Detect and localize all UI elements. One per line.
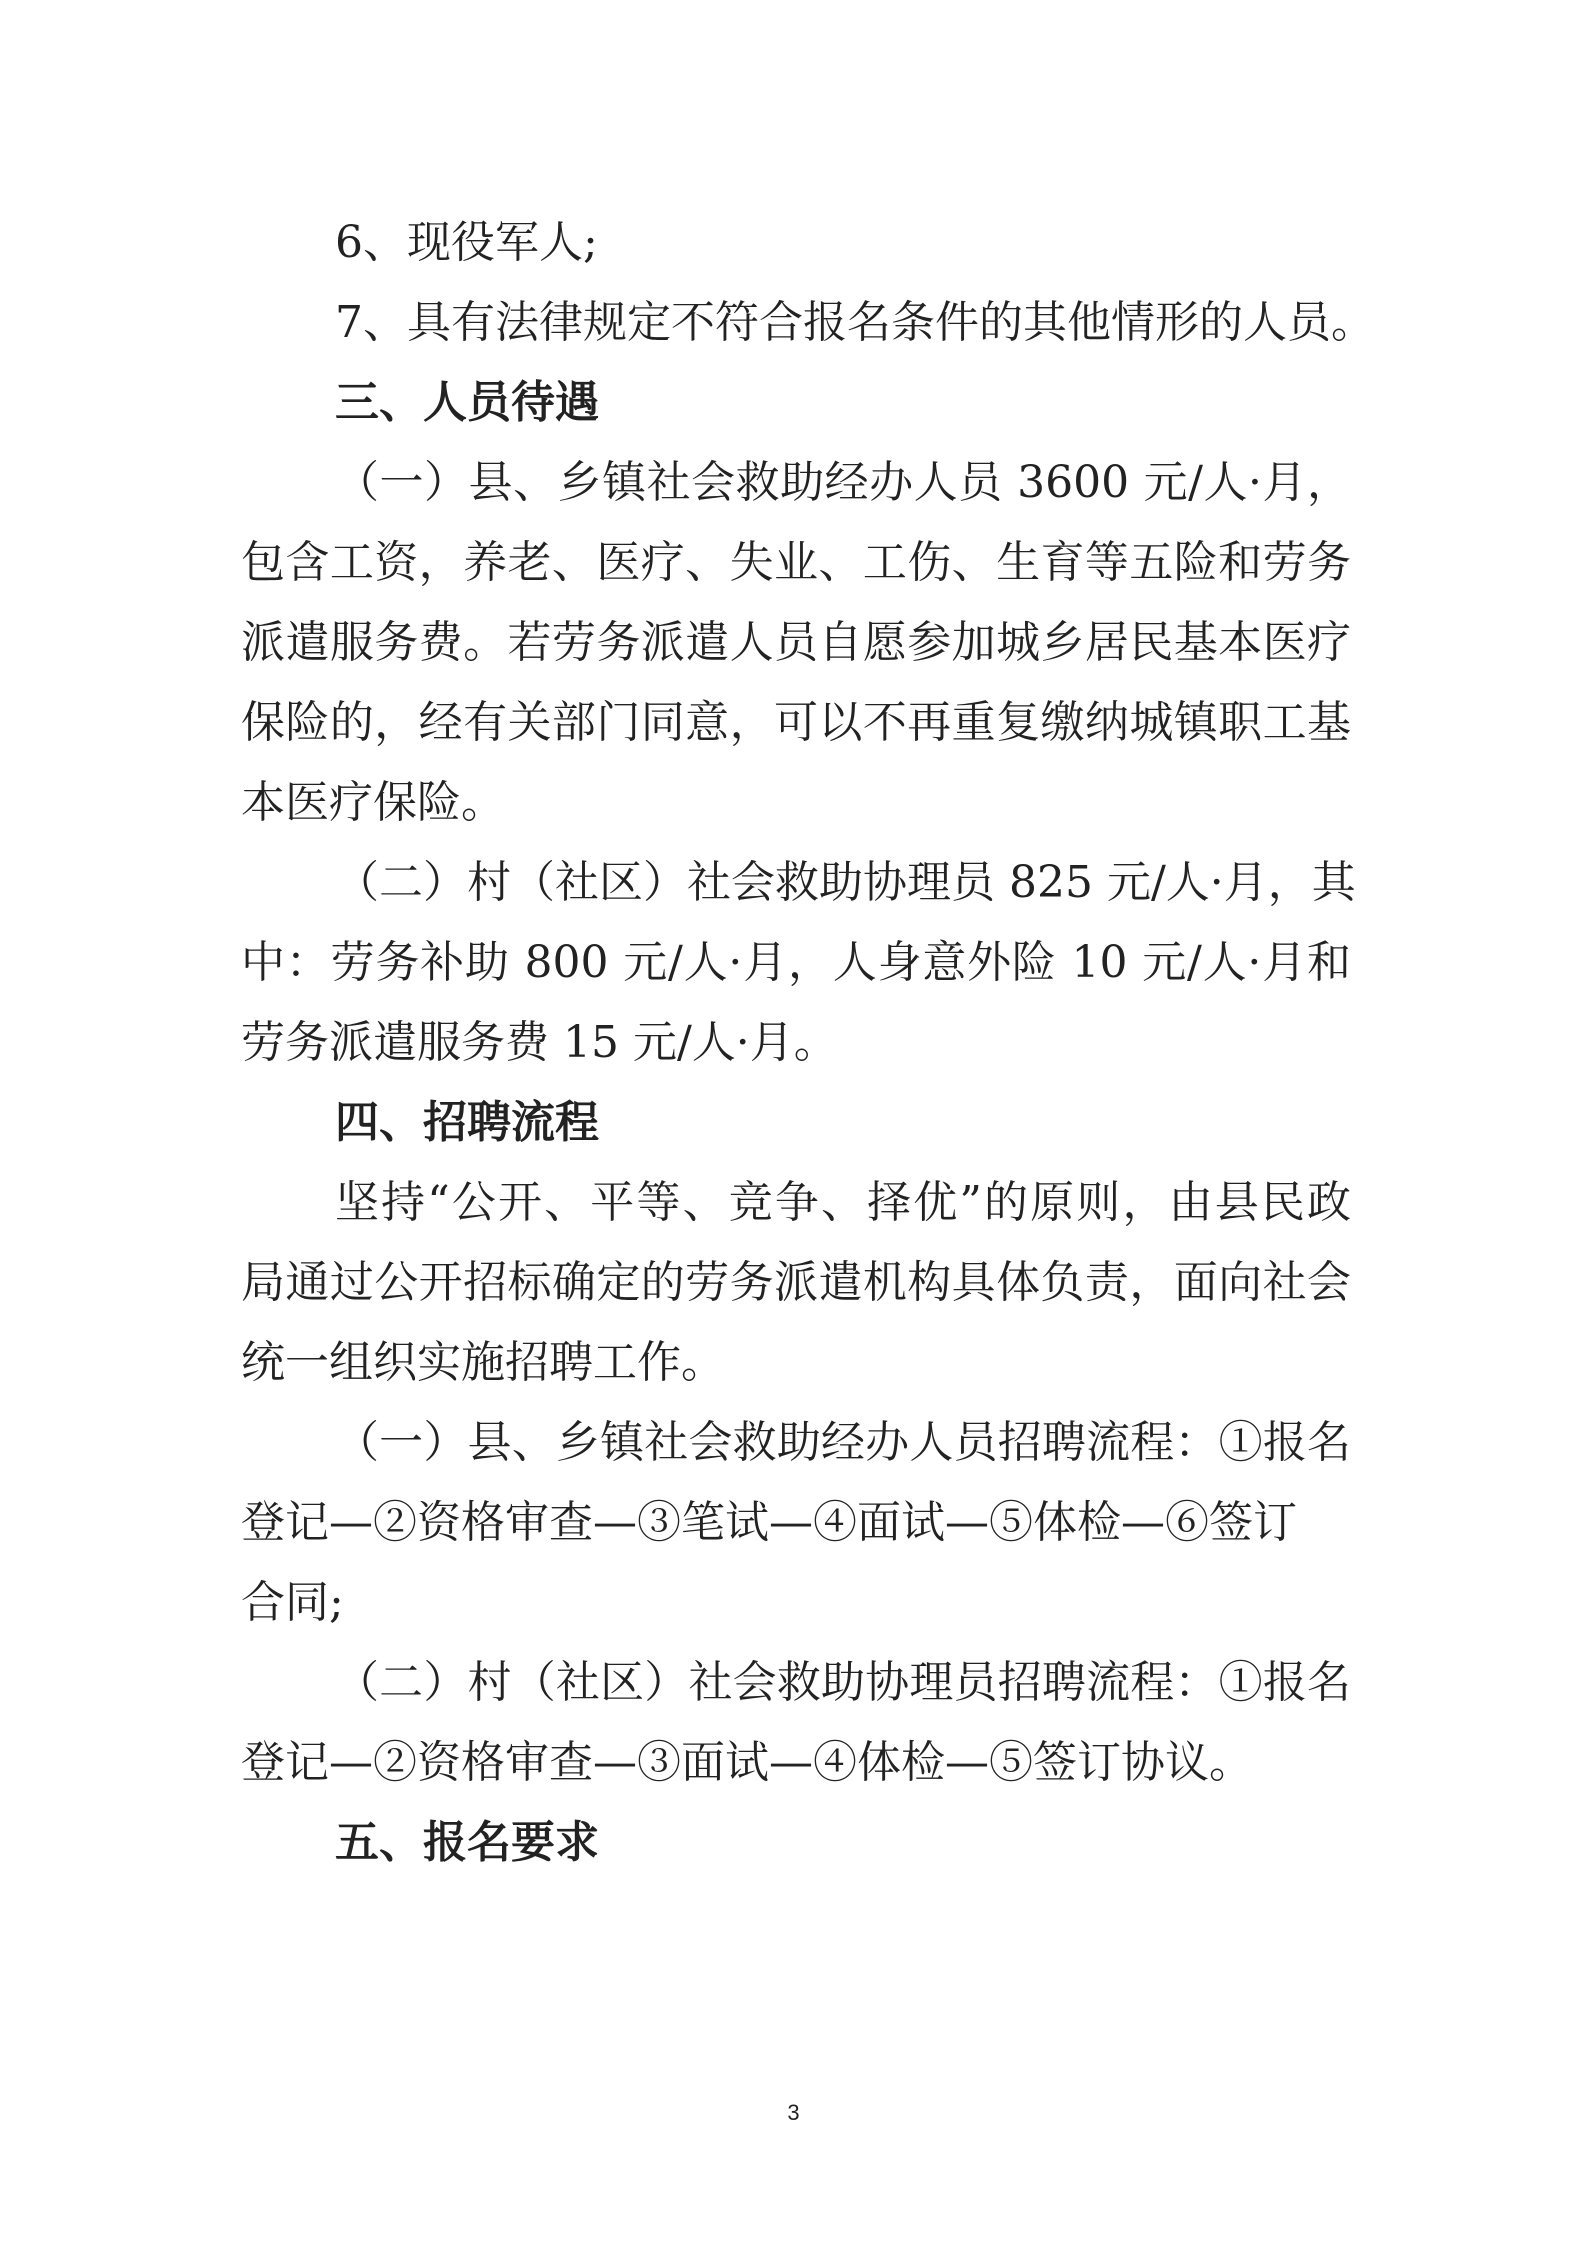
paragraph-line: 保险的，经有关部门同意，可以不再重复缴纳城镇职工基 — [241, 697, 1351, 748]
paragraph-line: 派遣服务费。若劳务派遣人员自愿参加城乡居民基本医疗 — [241, 617, 1351, 668]
section-heading-4: 四、招聘流程 — [335, 1097, 599, 1148]
paragraph-line: 中：劳务补助 800 元/人·月，人身意外险 10 元/人·月和 — [241, 937, 1351, 988]
paragraph-line: 统一组织实施招聘工作。 — [241, 1337, 725, 1388]
paragraph-line: 登记—②资格审查—③面试—④体检—⑤签订协议。 — [241, 1737, 1253, 1788]
paragraph-line: 本医疗保险。 — [241, 777, 505, 828]
paragraph-line: 包含工资，养老、医疗、失业、工伤、生育等五险和劳务 — [241, 537, 1351, 588]
paragraph-line: 合同; — [241, 1577, 344, 1628]
paragraph-line: （一）县、乡镇社会救助经办人员招聘流程：①报名 — [335, 1417, 1351, 1468]
paragraph-line: 劳务派遣服务费 15 元/人·月。 — [241, 1017, 838, 1068]
section-heading-3: 三、人员待遇 — [335, 377, 599, 428]
section-heading-5: 五、报名要求 — [335, 1817, 599, 1868]
paragraph-line: （一）县、乡镇社会救助经办人员 3600 元/人·月， — [335, 457, 1351, 508]
list-item-7: 7、具有法律规定不符合报名条件的其他情形的人员。 — [335, 297, 1375, 348]
list-item-6: 6、现役军人; — [335, 217, 598, 268]
paragraph-line: 坚持“公开、平等、竞争、择优”的原则，由县民政 — [335, 1177, 1351, 1228]
paragraph-line: 登记—②资格审查—③笔试—④面试—⑤体检—⑥签订 — [241, 1497, 1297, 1548]
page-number: 3 — [787, 2100, 800, 2125]
paragraph-line: （二）村（社区）社会救助协理员 825 元/人·月，其 — [335, 857, 1356, 908]
paragraph-line: （二）村（社区）社会救助协理员招聘流程：①报名 — [335, 1657, 1351, 1708]
paragraph-line: 局通过公开招标确定的劳务派遣机构具体负责，面向社会 — [241, 1257, 1351, 1308]
